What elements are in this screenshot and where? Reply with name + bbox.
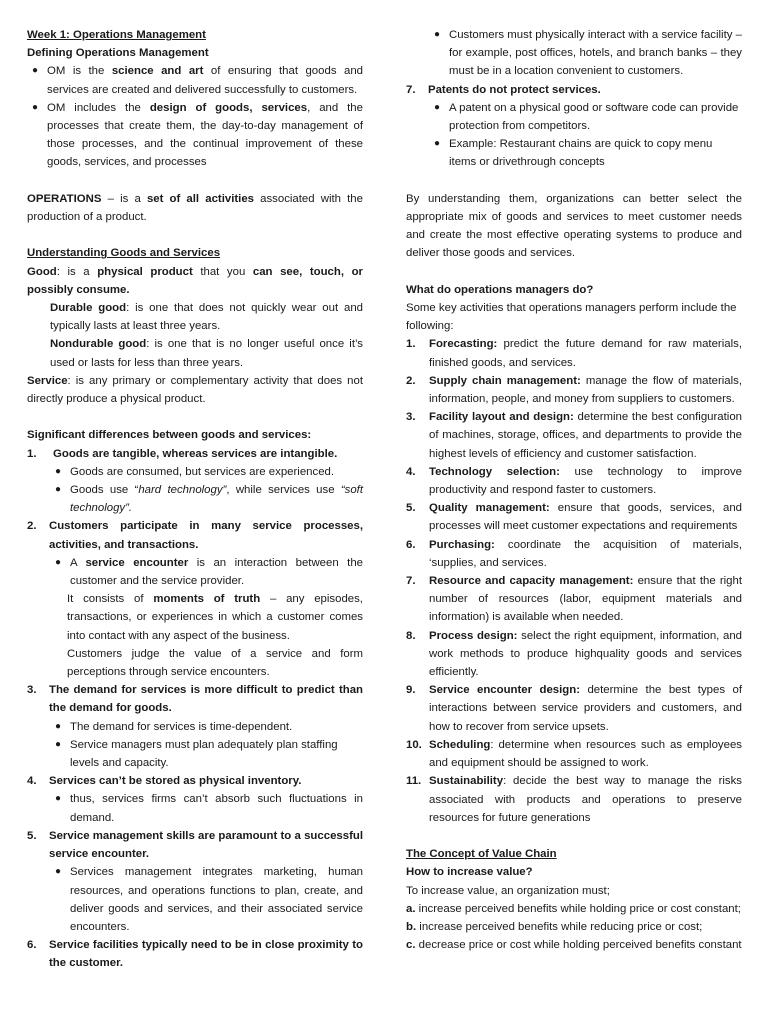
defining-heading: Defining Operations Management <box>27 47 209 60</box>
bullet-icon: ● <box>55 793 62 805</box>
bullet-icon: ● <box>434 101 441 113</box>
activity-item: 2. Supply chain management: manage the flow of materials, information, people, and money from suppliers to customers. <box>406 374 743 406</box>
difference-item: 4. Services can’t be stored as physical inventory. <box>27 775 302 788</box>
bullet-icon: ● <box>434 29 441 40</box>
value-chain-heading: The Concept of Value Chain <box>406 848 557 861</box>
activities-list <box>406 335 742 826</box>
increase-value-intro: To increase value, an organization must; <box>406 884 610 897</box>
list-item: ● Example: Restaurant chains are quick to copy menu items or drivethrough concepts <box>429 135 742 171</box>
value-option: c. decrease price or cost while holding perceived benefits constant <box>406 939 742 952</box>
value-option: a. increase perceived benefits while holding price or cost constant; <box>406 902 741 915</box>
managers-heading: What do operations managers do? <box>406 283 594 296</box>
difference-item: 6. Service facilities typically need to be in close proximity to the customer. <box>27 939 363 970</box>
difference-item: 1. Goods are tangible, whereas services are intangible. <box>27 447 338 460</box>
operations-definition: OPERATIONS – is a set of all activities associated with the production of a product. <box>27 192 363 224</box>
activity-item: 3. Facility layout and design: determine the best configuration of machines, storage, offices, and departments to provide the highest levels of efficiency and customer satisfaction. <box>406 411 742 460</box>
list-item: ● The demand for services is time-dependent. <box>50 718 363 736</box>
left-column <box>27 26 363 973</box>
difference-item: 3. The demand for services is more difficult to predict than the demand for goods. <box>27 684 363 715</box>
list-item: ● Services management integrates marketing, human resources, and operations functions to plan, create, and deliver goods and services, and their associated service encounters. <box>50 863 363 936</box>
understanding-heading: Understanding Goods and Services <box>27 247 221 260</box>
bullet-icon: ● <box>55 738 62 750</box>
difference-item: 5. Service management skills are paramount to a successful service encounter. <box>27 829 363 861</box>
moments-of-truth: It consists of moments of truth – any episodes, transactions, or experiences in which a customer comes into contact with any aspect of the business. <box>67 593 363 642</box>
activity-item: 6. Purchasing: coordinate the acquisition of materials, ‘supplies, and services. <box>406 538 742 569</box>
durable-good-definition: Durable good: is one that does not quickly wear out and typically lasts at least three years. <box>50 302 363 333</box>
bullet-icon: ● <box>434 138 441 150</box>
list-item: ● OM is the science and art of ensuring that goods and services are created and delivered successfully to customers. <box>27 62 363 98</box>
activity-item: 5. Quality management: ensure that goods, services, and processes will meet customer expectations and requirements <box>406 502 742 533</box>
list-item: ● A service encounter is an interaction between the customer and the service provider. <box>50 554 363 590</box>
value-options-list <box>406 900 742 955</box>
bullet-icon: ● <box>32 65 39 77</box>
activity-item: 11. Sustainability: decide the best way to manage the risks associated with products and operations to preserve resources for future generations <box>406 775 742 824</box>
difference-item: 2. Customers participate in many service processes, activities, and transactions. <box>27 520 363 551</box>
list-item: ● Goods use “hard technology”, while services use “soft technology”. <box>50 481 363 517</box>
increase-value-heading: How to increase value? <box>406 866 533 879</box>
list-item: ● Customers must physically interact with a service facility – for example, post offices, hotels, and branch banks – they must be in a location convenient to customers. <box>429 26 742 81</box>
bullet-icon: ● <box>55 866 62 878</box>
list-item: ● Service managers must plan adequately plan staffing levels and capacity. <box>50 736 363 772</box>
bullet-icon: ● <box>55 465 62 477</box>
page-title: Week 1: Operations Management <box>27 29 206 41</box>
bullet-icon: ● <box>55 556 62 568</box>
difference-item: 7. Patents do not protect services. <box>406 83 601 96</box>
value-option: b. increase perceived benefits while reducing price or cost; <box>406 920 703 933</box>
activity-item: 1. Forecasting: predict the future demand for raw materials, finished goods, and services. <box>406 338 742 369</box>
activity-item: 4. Technology selection: use technology to improve productivity and respond faster to customers. <box>406 465 742 497</box>
understanding-paragraph: By understanding them, organizations can better select the appropriate mix of goods and services to meet customer needs and create the most effective operating systems to produce and deliver those goods and services. <box>406 192 742 260</box>
differences-heading: Significant differences between goods and services: <box>27 429 312 442</box>
bullet-icon: ● <box>55 720 62 732</box>
activity-item: 10. Scheduling: determine when resources such as employees and equipment should be assigned to work. <box>406 738 742 770</box>
right-column <box>406 26 742 954</box>
managers-intro: Some key activities that operations managers perform include the following: <box>406 302 737 333</box>
list-item: ● OM includes the design of goods, services, and the processes that create them, the day-to-day management of those processes, and the continual improvement of these goods, services, and processes <box>27 99 363 172</box>
activity-item: 9. Service encounter design: determine the best types of interactions between service providers and customers, and how to recover from service upsets. <box>406 684 742 733</box>
bullet-icon: ● <box>55 484 62 496</box>
list-item: ● A patent on a physical good or software code can provide protection from competitors. <box>429 99 742 135</box>
list-item: ● thus, services firms can’t absorb such fluctuations in demand. <box>50 790 363 826</box>
customer-judgement: Customers judge the value of a service and form perceptions through service encounters. <box>67 647 363 679</box>
activity-item: 8. Process design: select the right equipment, information, and work methods to produce highquality goods and services efficiently. <box>406 629 742 679</box>
bullet-icon: ● <box>32 101 39 113</box>
service-definition: Service: is any primary or complementary activity that does not directly produce a physical product. <box>27 374 363 406</box>
list-item: ● Goods are consumed, but services are experienced. <box>50 463 363 481</box>
activity-item: 7. Resource and capacity management: ensure that the right number of resources (labor, equipment materials and information) is available when needed. <box>406 575 743 624</box>
good-definition: Good: is a physical product that you can see, touch, or possibly consume. <box>27 265 363 296</box>
nondurable-good-definition: Nondurable good: is one that is no longer useful once it’s used or lasts for less than three years. <box>50 338 364 369</box>
